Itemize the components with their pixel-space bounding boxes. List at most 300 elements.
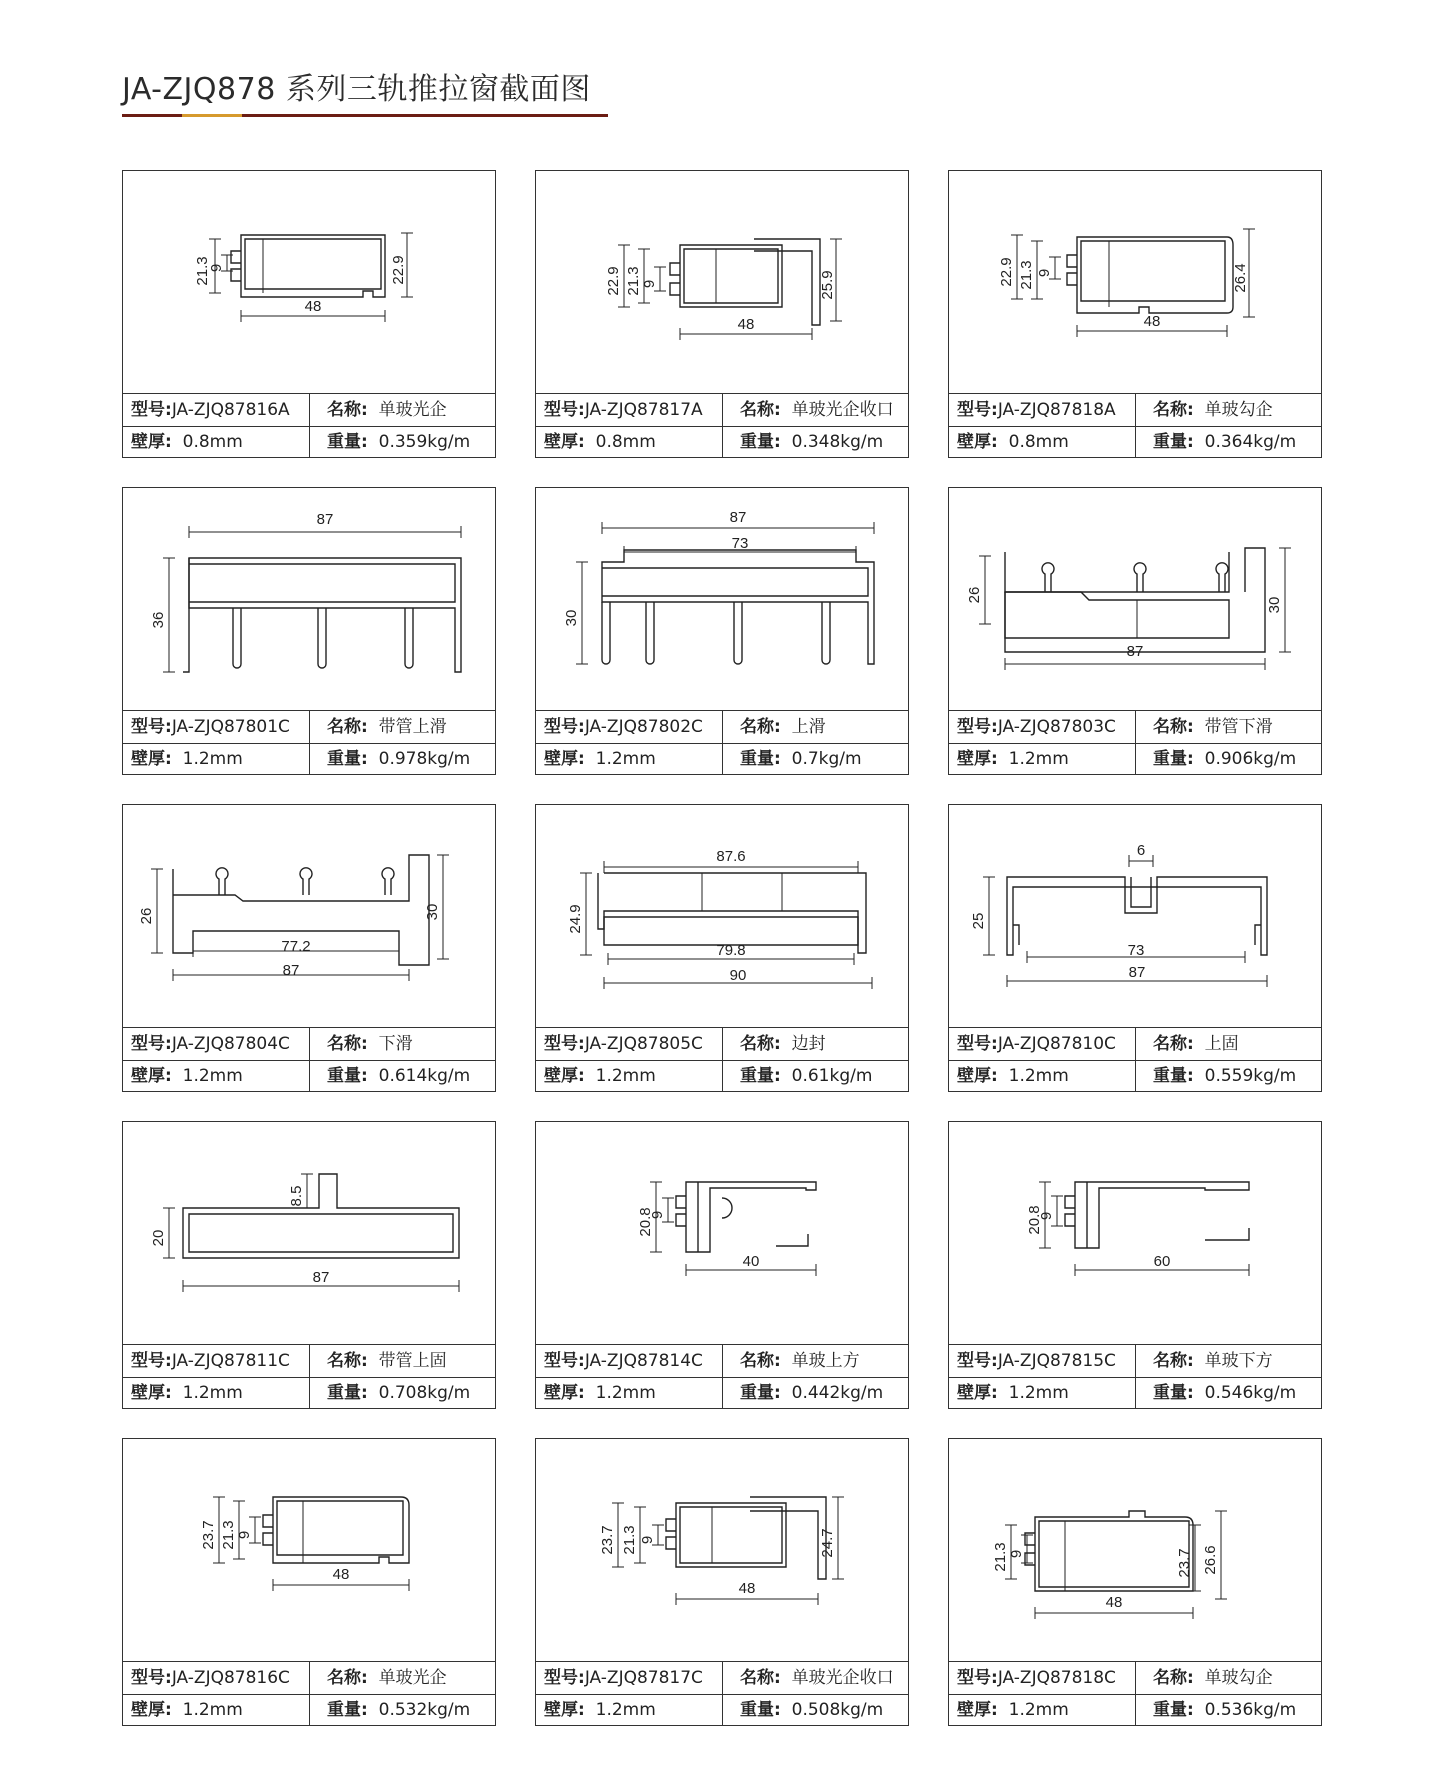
thickness-label: 壁厚: (544, 1066, 585, 1086)
profile-card (122, 1438, 496, 1726)
name-label: 名称: (740, 400, 781, 420)
profile-card (535, 1121, 909, 1409)
dimension-label: 9 (639, 1535, 656, 1545)
thickness-cell (544, 1377, 722, 1409)
dimension-label: 9 (641, 279, 658, 289)
profile-drawing (949, 171, 1321, 394)
profile-info-table (123, 1344, 495, 1409)
name-cell (1143, 1662, 1319, 1694)
name-cell (1143, 1028, 1319, 1060)
dimension-label: 48 (1105, 1594, 1123, 1611)
profile-drawing (536, 1439, 908, 1662)
profile-drawing (123, 171, 495, 394)
model-cell (131, 394, 309, 426)
name-value: 单玻光企收口 (791, 400, 894, 420)
dimension-label: 9 (208, 263, 225, 273)
model-cell (131, 711, 309, 743)
model-label: 型号: (131, 1351, 172, 1371)
dimension-label: 22.9 (998, 257, 1015, 287)
name-value: 单玻勾企 (1204, 1668, 1273, 1688)
profile-outline (183, 1174, 459, 1258)
profile-outline (680, 245, 782, 307)
weight-label: 重量: (327, 432, 368, 452)
model-label: 型号: (131, 1034, 172, 1054)
profile-card (948, 1121, 1322, 1409)
model-value: JA-ZJQ87815C (997, 1351, 1116, 1371)
profile-outline (676, 1503, 786, 1567)
name-label: 名称: (327, 717, 368, 737)
name-label: 名称: (740, 1034, 781, 1054)
thickness-cell (957, 743, 1135, 775)
dimension-label: 23.7 (1176, 1548, 1193, 1578)
dimension-label: 9 (1008, 1549, 1025, 1559)
dimension-label: 24.9 (567, 904, 584, 934)
name-value: 单玻光企 (378, 1668, 447, 1688)
model-cell (957, 1345, 1135, 1377)
thickness-cell (957, 1060, 1135, 1092)
profile-outline (1131, 877, 1151, 907)
dimension-label: 87 (282, 962, 300, 979)
info-divider (1135, 1028, 1136, 1092)
thickness-label: 壁厚: (544, 1383, 585, 1403)
profile-section-svg (949, 1122, 1321, 1345)
name-value: 带管上滑 (378, 717, 447, 737)
profile-outline (1255, 925, 1261, 945)
profile-outline (666, 1519, 676, 1531)
profile-outline (189, 558, 461, 672)
thickness-value: 1.2mm (1008, 1066, 1069, 1086)
info-divider (309, 1345, 310, 1409)
dimension-label: 26.4 (1232, 263, 1249, 293)
profile-card (948, 170, 1322, 458)
name-value: 单玻光企收口 (791, 1668, 894, 1688)
model-label: 型号: (544, 717, 585, 737)
profile-section-svg (536, 1439, 908, 1662)
profile-outline (602, 568, 868, 596)
model-cell (957, 1662, 1135, 1694)
thickness-value: 0.8mm (1008, 432, 1069, 452)
profile-outline (1067, 273, 1077, 285)
name-label: 名称: (740, 1351, 781, 1371)
page-title: JA-ZJQ878 系列三轨推拉窗截面图 (122, 72, 591, 107)
weight-label: 重量: (327, 749, 368, 769)
dimension-label: 24.7 (819, 1528, 836, 1558)
weight-label: 重量: (740, 1066, 781, 1086)
model-label: 型号: (131, 717, 172, 737)
name-value: 单玻光企 (378, 400, 447, 420)
thickness-value: 1.2mm (1008, 749, 1069, 769)
profile-outline (754, 239, 820, 325)
dimension-label: 73 (1127, 942, 1145, 959)
profile-outline (189, 564, 455, 602)
profile-section-svg (536, 488, 908, 711)
profile-outline (1042, 563, 1054, 592)
model-label: 型号: (544, 1351, 585, 1371)
profile-outline (676, 1196, 686, 1208)
profile-drawing (536, 805, 908, 1028)
thickness-label: 壁厚: (544, 432, 585, 452)
profile-section-svg (123, 805, 495, 1028)
weight-value: 0.442kg/m (791, 1383, 884, 1403)
name-label: 名称: (327, 1034, 368, 1054)
weight-label: 重量: (1153, 1700, 1194, 1720)
profile-outline (273, 1497, 409, 1563)
thickness-label: 壁厚: (544, 749, 585, 769)
name-label: 名称: (1153, 1668, 1194, 1688)
profile-section-svg (123, 1122, 495, 1345)
thickness-cell (131, 1377, 309, 1409)
info-divider (309, 711, 310, 775)
name-value: 下滑 (378, 1034, 413, 1054)
name-label: 名称: (327, 1351, 368, 1371)
weight-value: 0.708kg/m (378, 1383, 471, 1403)
profile-info-table (949, 1027, 1321, 1092)
weight-value: 0.7kg/m (791, 749, 862, 769)
thickness-value: 1.2mm (1008, 1383, 1069, 1403)
dimension-label: 48 (737, 316, 755, 333)
weight-value: 0.508kg/m (791, 1700, 884, 1720)
dimension-label: 21.3 (194, 256, 211, 286)
profile-outline (216, 868, 228, 895)
name-cell (317, 1345, 493, 1377)
weight-cell (730, 1060, 906, 1092)
profile-section-svg (123, 171, 495, 394)
profile-outline (300, 868, 312, 895)
profile-drawing (536, 1122, 908, 1345)
dimension-label: 20.8 (1026, 1205, 1043, 1235)
profile-card (122, 1121, 496, 1409)
weight-value: 0.61kg/m (791, 1066, 873, 1086)
name-value: 带管下滑 (1204, 717, 1273, 737)
thickness-label: 壁厚: (544, 1700, 585, 1720)
profile-outline (263, 1533, 273, 1545)
weight-label: 重量: (1153, 749, 1194, 769)
weight-cell (1143, 1377, 1319, 1409)
profile-outline (1081, 241, 1225, 301)
profile-info-table (123, 710, 495, 775)
dimension-label: 36 (150, 611, 167, 629)
thickness-value: 1.2mm (595, 1700, 656, 1720)
info-divider (309, 1662, 310, 1726)
info-divider (309, 394, 310, 458)
profile-outline (405, 608, 413, 668)
model-label: 型号: (544, 1034, 585, 1054)
model-label: 型号: (957, 1351, 998, 1371)
profile-info-table (536, 393, 908, 458)
profile-outline (822, 602, 830, 664)
profile-outline (1205, 1228, 1249, 1240)
name-cell (317, 711, 493, 743)
weight-value: 0.559kg/m (1204, 1066, 1297, 1086)
profile-outline (318, 608, 326, 668)
dimension-label: 25.9 (819, 270, 836, 300)
thickness-label: 壁厚: (957, 1700, 998, 1720)
weight-label: 重量: (1153, 432, 1194, 452)
model-value: JA-ZJQ87810C (997, 1034, 1116, 1054)
model-cell (957, 1028, 1135, 1060)
profile-card (948, 804, 1322, 1092)
dimension-label: 26 (966, 586, 983, 604)
weight-label: 重量: (327, 1700, 368, 1720)
profile-drawing (949, 1439, 1321, 1662)
profile-info-table (536, 710, 908, 775)
dimension-label: 48 (304, 298, 322, 315)
profile-card (948, 487, 1322, 775)
thickness-value: 1.2mm (182, 1066, 243, 1086)
name-value: 上固 (1204, 1034, 1239, 1054)
name-value: 上滑 (791, 717, 826, 737)
thickness-cell (957, 1694, 1135, 1726)
weight-value: 0.614kg/m (378, 1066, 471, 1086)
model-value: JA-ZJQ87802C (584, 717, 703, 737)
dimension-label: 21.3 (621, 1525, 638, 1555)
profile-outline (1005, 592, 1229, 638)
dimension-label: 26.6 (1202, 1545, 1219, 1575)
profile-section-svg (536, 805, 908, 1028)
thickness-value: 1.2mm (182, 1383, 243, 1403)
profile-outline (231, 251, 241, 263)
dimension-label: 8.5 (288, 1185, 305, 1207)
title-underline-accent (182, 114, 242, 117)
dimension-label: 40 (742, 1253, 760, 1270)
profile-drawing (123, 1439, 495, 1662)
profile-card (122, 170, 496, 458)
info-divider (722, 711, 723, 775)
thickness-value: 1.2mm (595, 749, 656, 769)
weight-label: 重量: (740, 1700, 781, 1720)
profile-section-svg (536, 1122, 908, 1345)
weight-label: 重量: (1153, 1383, 1194, 1403)
profile-outline (263, 1515, 273, 1527)
profile-outline (245, 239, 381, 289)
profile-outline (233, 608, 241, 668)
thickness-label: 壁厚: (131, 1383, 172, 1403)
page-title-wrap (122, 70, 591, 110)
model-value: JA-ZJQ87817A (584, 400, 703, 420)
profile-outline (1035, 1511, 1193, 1591)
dimension-label: 23.7 (599, 1525, 616, 1555)
weight-label: 重量: (327, 1066, 368, 1086)
model-label: 型号: (544, 1668, 585, 1688)
weight-label: 重量: (1153, 1066, 1194, 1086)
model-value: JA-ZJQ87817C (584, 1668, 703, 1688)
dimension-label: 30 (563, 609, 580, 627)
dimension-label: 30 (1266, 596, 1283, 614)
profile-outline (776, 1234, 808, 1246)
weight-value: 0.906kg/m (1204, 749, 1297, 769)
name-cell (730, 1345, 906, 1377)
dimension-label: 21.3 (220, 1520, 237, 1550)
name-label: 名称: (327, 1668, 368, 1688)
dimension-label: 48 (1143, 313, 1161, 330)
model-label: 型号: (957, 717, 998, 737)
dimension-label: 9 (649, 1210, 666, 1220)
thickness-value: 1.2mm (595, 1383, 656, 1403)
name-cell (1143, 394, 1319, 426)
profile-outline (646, 602, 654, 664)
model-value: JA-ZJQ87816A (171, 400, 290, 420)
profile-info-table (949, 710, 1321, 775)
profile-outline (734, 602, 742, 664)
thickness-value: 1.2mm (595, 1066, 656, 1086)
profile-info-table (949, 1344, 1321, 1409)
thickness-label: 壁厚: (131, 432, 172, 452)
dimension-label: 77.2 (281, 938, 311, 955)
name-cell (317, 1662, 493, 1694)
thickness-label: 壁厚: (131, 1066, 172, 1086)
weight-value: 0.532kg/m (378, 1700, 471, 1720)
profile-outline (1075, 1182, 1249, 1248)
name-label: 名称: (1153, 717, 1194, 737)
thickness-cell (131, 1694, 309, 1726)
thickness-label: 壁厚: (957, 749, 998, 769)
weight-label: 重量: (740, 749, 781, 769)
name-value: 带管上固 (378, 1351, 447, 1371)
weight-cell (1143, 1694, 1319, 1726)
thickness-label: 壁厚: (957, 432, 998, 452)
thickness-value: 1.2mm (182, 749, 243, 769)
thickness-cell (131, 1060, 309, 1092)
model-label: 型号: (131, 400, 172, 420)
model-label: 型号: (131, 1668, 172, 1688)
dimension-label: 26 (138, 907, 155, 925)
name-label: 名称: (327, 400, 368, 420)
weight-cell (730, 1694, 906, 1726)
profile-info-table (123, 1661, 495, 1726)
profile-card (535, 804, 909, 1092)
profile-drawing (123, 1122, 495, 1345)
thickness-value: 0.8mm (182, 432, 243, 452)
thickness-cell (131, 426, 309, 458)
profile-section-svg (949, 1439, 1321, 1662)
dimension-label: 21.3 (992, 1542, 1009, 1572)
model-cell (544, 711, 722, 743)
dimension-label: 87.6 (716, 848, 746, 865)
weight-value: 0.359kg/m (378, 432, 471, 452)
dimension-label: 60 (1153, 1253, 1171, 1270)
model-cell (544, 394, 722, 426)
profile-drawing (949, 805, 1321, 1028)
profile-outline (189, 1214, 453, 1252)
dimension-label: 23.7 (200, 1520, 217, 1550)
weight-cell (730, 1377, 906, 1409)
weight-label: 重量: (327, 1383, 368, 1403)
profile-info-table (536, 1027, 908, 1092)
dimension-label: 48 (738, 1580, 756, 1597)
profile-info-table (949, 393, 1321, 458)
profile-outline (1013, 925, 1019, 945)
model-cell (544, 1662, 722, 1694)
name-value: 单玻勾企 (1204, 400, 1273, 420)
profile-outline (598, 873, 866, 953)
profile-outline (1039, 1521, 1189, 1587)
model-cell (131, 1345, 309, 1377)
name-label: 名称: (740, 717, 781, 737)
weight-cell (317, 1060, 493, 1092)
dimension-label: 25 (970, 912, 987, 930)
profile-outline (680, 1507, 782, 1563)
profile-card (535, 170, 909, 458)
info-divider (1135, 1345, 1136, 1409)
model-label: 型号: (957, 1668, 998, 1688)
model-cell (957, 394, 1135, 426)
weight-value: 0.364kg/m (1204, 432, 1297, 452)
dimension-label: 30 (424, 903, 441, 921)
name-cell (730, 711, 906, 743)
dimension-label: 21.3 (625, 266, 642, 296)
dimension-label: 87 (1126, 643, 1144, 660)
profile-outline (670, 283, 680, 295)
name-label: 名称: (1153, 1351, 1194, 1371)
info-divider (1135, 394, 1136, 458)
weight-value: 0.978kg/m (378, 749, 471, 769)
dimension-label: 90 (729, 967, 747, 984)
model-value: JA-ZJQ87801C (171, 717, 290, 737)
weight-cell (1143, 426, 1319, 458)
info-divider (1135, 711, 1136, 775)
profile-outline (1065, 1214, 1075, 1226)
profile-info-table (949, 1661, 1321, 1726)
model-cell (131, 1028, 309, 1060)
info-divider (309, 1028, 310, 1092)
profile-card (122, 487, 496, 775)
profile-outline (666, 1537, 676, 1549)
model-label: 型号: (544, 400, 585, 420)
profile-outline (604, 917, 858, 945)
profile-outline (722, 1198, 732, 1218)
profile-outline (1216, 563, 1228, 592)
dimension-label: 9 (1038, 1211, 1055, 1221)
profile-card (948, 1438, 1322, 1726)
weight-cell (317, 426, 493, 458)
model-cell (131, 1662, 309, 1694)
info-divider (722, 1345, 723, 1409)
dimension-label: 22.9 (390, 255, 407, 285)
dimension-label: 20.8 (637, 1207, 654, 1237)
profile-drawing (536, 488, 908, 711)
dimension-label: 87 (316, 511, 334, 528)
info-divider (722, 394, 723, 458)
dimension-label: 87 (312, 1269, 330, 1286)
thickness-cell (957, 1377, 1135, 1409)
thickness-label: 壁厚: (131, 749, 172, 769)
title-underline (122, 114, 608, 117)
weight-cell (317, 1694, 493, 1726)
dimension-label: 79.8 (716, 942, 746, 959)
model-value: JA-ZJQ87803C (997, 717, 1116, 737)
name-cell (1143, 1345, 1319, 1377)
name-value: 单玻下方 (1204, 1351, 1273, 1371)
name-cell (730, 1028, 906, 1060)
profile-outline (670, 263, 680, 275)
name-value: 单玻上方 (791, 1351, 860, 1371)
profile-drawing (949, 488, 1321, 711)
profile-card (535, 487, 909, 775)
name-cell (730, 394, 906, 426)
name-cell (1143, 711, 1319, 743)
dimension-label: 73 (731, 535, 749, 552)
profile-outline (684, 249, 778, 303)
thickness-cell (544, 1694, 722, 1726)
dimension-label: 87 (729, 509, 747, 526)
profile-outline (382, 868, 394, 895)
weight-value: 0.536kg/m (1204, 1700, 1297, 1720)
model-label: 型号: (957, 400, 998, 420)
profile-section-svg (949, 805, 1321, 1028)
profile-outline (183, 558, 189, 672)
weight-value: 0.546kg/m (1204, 1383, 1297, 1403)
profile-section-svg (949, 171, 1321, 394)
